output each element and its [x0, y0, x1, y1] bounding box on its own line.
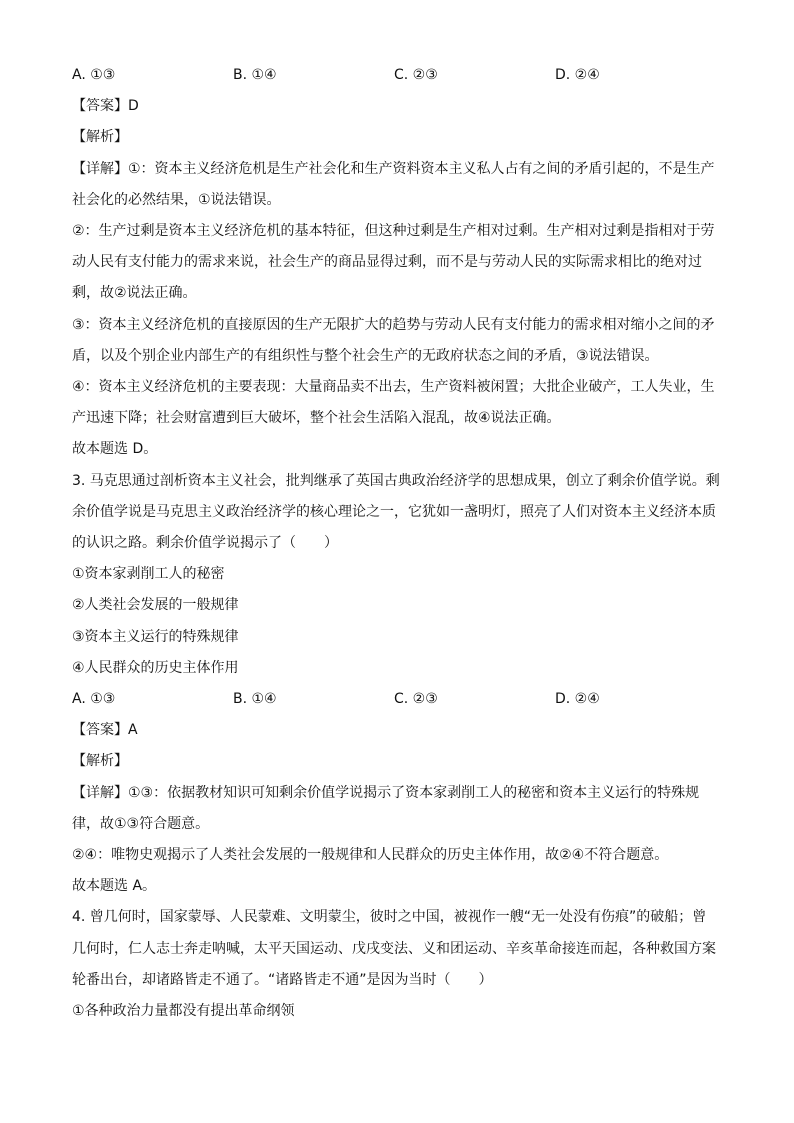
q2-answer: 【答案】D [72, 98, 139, 115]
q3-item: ①资本家剥削工人的秘密 [72, 566, 225, 583]
q3-answer: 【答案】A [72, 722, 138, 739]
q3-stem-line: 3. 马克思通过剖析资本主义社会，批判继承了英国古典政治经济学的思想成果，创立了剩余价值学说。剩 [72, 472, 720, 489]
q3-explanation-line: 律，故①③符合题意。 [72, 815, 210, 832]
q2-option-a: A. ①③ [72, 67, 116, 83]
q3-explanation-line: 【详解】①③：依据教材知识可知剩余价值学说揭示了资本家剥削工人的秘密和资本主义运行的特殊规 [72, 784, 700, 801]
q2-explanation-line: ④：资本主义经济危机的主要表现：大量商品卖不出去，生产资料被闲置；大批企业破产，工人失业，生 [72, 379, 715, 396]
q2-explanation-line: 社会化的必然结果，①说法错误。 [72, 191, 281, 208]
q2-explanation-line: 剩，故②说法正确。 [72, 285, 197, 302]
q3-option-d: D. ②④ [555, 691, 600, 708]
q4-stem-line: 4. 曾几何时，国家蒙辱、人民蒙难、文明蒙尘，彼时之中国，被视作一艘“无一处没有伤痕”的破船；曾 [72, 909, 707, 926]
q2-explanation-line: 【详解】①：资本主义经济危机是生产社会化和生产资料资本主义私人占有之间的矛盾引起的，不是生产 [72, 160, 715, 177]
q2-options [72, 60, 724, 91]
q3-option-b: B. ①④ [233, 691, 277, 708]
q4-stem-line: 轮番出台，却诸路皆走不通了。“诸路皆走不通”是因为当时（ ） [72, 971, 493, 988]
q2-explanation-line: 动人民有支付能力的需求来说，社会生产的商品显得过剩，而不是与劳动人民的实际需求相比的绝对过 [72, 254, 702, 271]
q3-explanation-line: ②④：唯物史观揭示了人类社会发展的一般规律和人民群众的历史主体作用，故②④不符合题意。 [72, 847, 669, 864]
q2-conclusion: 故本题选 D。 [72, 441, 158, 458]
q3-stem-line: 的认识之路。剩余价值学说揭示了（ ） [72, 535, 338, 552]
q2-explanation-line: ②：生产过剩是资本主义经济危机的基本特征，但这种过剩是生产相对过剩。生产相对过剩是指相对于劳 [72, 223, 715, 240]
q2-explanation-line: 产迅速下降；社会财富遭到巨大破坏，整个社会生活陷入混乱，故④说法正确。 [72, 410, 561, 427]
q2-option-c: C. ②③ [394, 67, 438, 83]
q3-item: ③资本主义运行的特殊规律 [72, 628, 239, 645]
q4-item: ①各种政治力量都没有提出革命纲领 [72, 1003, 295, 1020]
q3-options [72, 684, 724, 715]
q3-option-a: A. ①③ [72, 691, 116, 708]
q3-item: ④人民群众的历史主体作用 [72, 659, 239, 676]
q3-analysis-label: 【解析】 [72, 753, 128, 770]
q3-conclusion: 故本题选 A。 [72, 878, 157, 895]
q3-option-c: C. ②③ [394, 691, 438, 708]
q3-item: ②人类社会发展的一般规律 [72, 597, 239, 614]
q2-explanation-line: ③：资本主义经济危机的直接原因的生产无限扩大的趋势与劳动人民有支付能力的需求相对缩小之间的矛 [72, 316, 715, 333]
q4-stem-line: 几何时，仁人志士奔走呐喊，太平天国运动、戊戌变法、义和团运动、辛亥革命接连而起，各种救国方案 [72, 940, 716, 957]
page-content [72, 60, 724, 1027]
q2-explanation-line: 盾，以及个别企业内部生产的有组织性与整个社会生产的无政府状态之间的矛盾，③说法错误。 [72, 347, 659, 364]
q2-option-d: D. ②④ [555, 67, 600, 83]
q3-stem-line: 余价值学说是马克思主义政治经济学的核心理论之一，它犹如一盏明灯，照亮了人们对资本主义经济本质 [72, 503, 716, 520]
q2-option-b: B. ①④ [233, 67, 277, 83]
q2-analysis-label: 【解析】 [72, 129, 128, 146]
